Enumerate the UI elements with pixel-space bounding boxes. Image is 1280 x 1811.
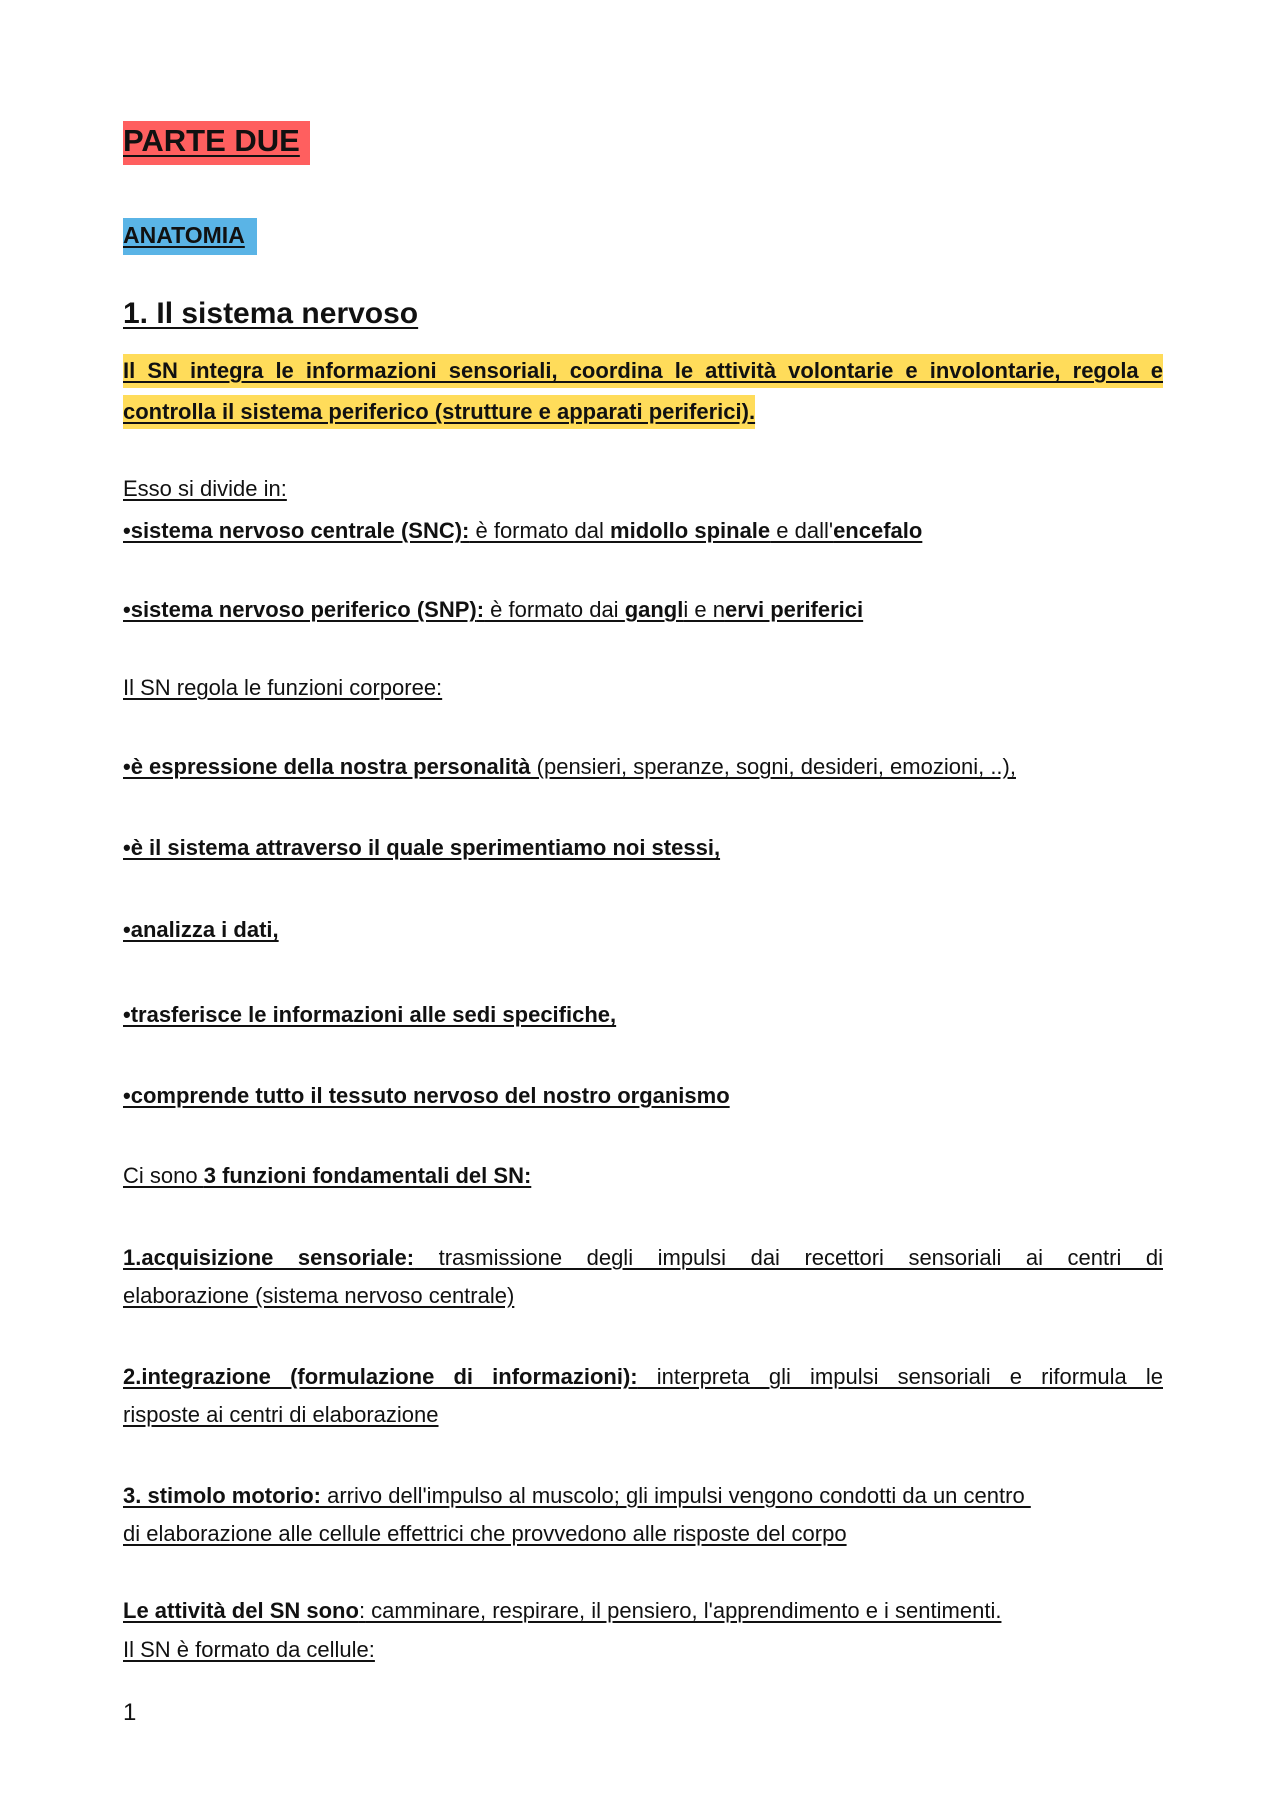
funzione-item-2: •è il sistema attraverso il quale sperimentiamo noi stessi, [123, 835, 721, 860]
section-block [123, 218, 1163, 255]
intro-paragraph [123, 350, 1163, 432]
snc-line: •sistema nervoso centrale (SNC): è formato dal midollo spinale e dall'encefalo [123, 518, 923, 543]
funzione-fondamentale-1: 1.acquisizione sensoriale: trasmissione degli impulsi dai recettori sensoriali ai centri di elaborazione (sistema nervoso centrale) [123, 1245, 1163, 1308]
funzione-item-4: •trasferisce le informazioni alle sedi specifiche, [123, 1002, 617, 1027]
intro-highlight: Il SN integra le informazioni sensoriali, coordina le attività volontarie e involontarie, regola e controlla il sistema periferico (strutture e apparati periferici). [123, 354, 1163, 429]
cellule-lead: Il SN è formato da cellule: [123, 1637, 375, 1662]
funzione-item-3: •analizza i dati, [123, 917, 279, 942]
snp-line: •sistema nervoso periferico (SNP): è formato dai gangli e nervi periferici [123, 597, 864, 622]
funzione-item-5: •comprende tutto il tessuto nervoso del nostro organismo [123, 1083, 730, 1108]
page-title: PARTE DUE [123, 121, 310, 165]
chapter-heading: 1. Il sistema nervoso [123, 297, 419, 330]
snp-term: •sistema nervoso periferico (SNP) [123, 597, 477, 622]
title-block [123, 121, 1163, 165]
funzione-fondamentale-2: 2.integrazione (formulazione di informazioni): interpreta gli impulsi sensoriali e riformula le risposte ai centri di elaborazione [123, 1364, 1163, 1427]
divisione-lead: Esso si divide in: [123, 476, 287, 501]
tre-funzioni-lead: Ci sono 3 funzioni fondamentali del SN: [123, 1163, 532, 1188]
funzione-item-1: •è espressione della nostra personalità (pensieri, speranze, sogni, desideri, emozioni, ..), [123, 754, 1016, 779]
section-heading: ANATOMIA [123, 218, 257, 255]
attivita-line: Le attività del SN sono: camminare, respirare, il pensiero, l'apprendimento e i sentimenti. [123, 1598, 1002, 1623]
snc-term: •sistema nervoso centrale (SNC) [123, 518, 463, 543]
chapter-block [123, 297, 1163, 331]
funzione-fondamentale-3: 3. stimolo motorio: arrivo dell'impulso al muscolo; gli impulsi vengono condotti da un centro di elaborazione alle cellule effettrici che provvedono alle risposte del corpo [123, 1483, 1031, 1546]
funzioni-lead: Il SN regola le funzioni corporee: [123, 675, 443, 700]
page-number: 1 [123, 1699, 137, 1726]
